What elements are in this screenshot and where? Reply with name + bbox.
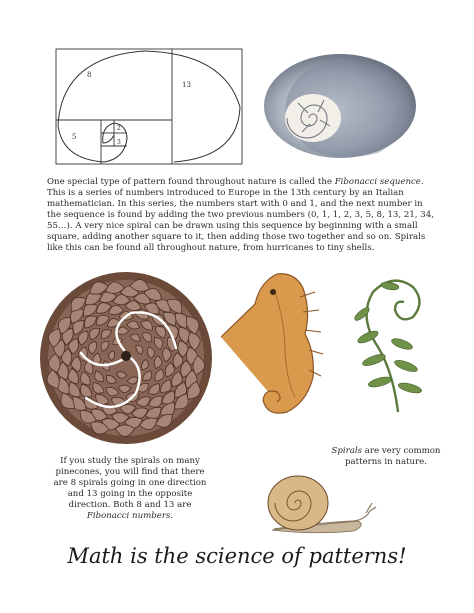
intro-paragraph — [47, 177, 437, 254]
snail-illustration — [254, 473, 378, 535]
pinecone-caption-part2: . — [170, 511, 174, 521]
pinecone-caption — [50, 456, 210, 522]
diagram-label-2: 2 — [117, 125, 121, 132]
diagram-label-13: 13 — [182, 81, 191, 89]
seahorse-illustration — [215, 252, 345, 422]
diagram-label-8: 8 — [87, 71, 92, 79]
fern-illustration — [338, 262, 438, 412]
diagram-label-5: 5 — [72, 133, 77, 141]
fibonacci-sequence-term: Fibonacci sequence — [334, 177, 421, 187]
intro-text-part1: One special type of pattern found throughout nature is called the — [47, 177, 335, 187]
spirals-caption — [326, 446, 446, 468]
diagram-label-3: 3 — [117, 139, 121, 146]
intro-text-part2: . This is a series of numbers introduced to Europe in the 13th century by an Italian mathematician. In this series, the numbers start with 0 and 1, and the next number in the sequence is found by adding the two previous numbers (0, 1, 1, 2, 3, 5, 8, 13, 21, 34, 55…). A very nice spiral can be drawn using this sequence by beginning with a small square, adding another square to it, then adding those two together and so on. Spirals like this can be found all throughout nature, from hurricanes to tiny shells. — [47, 177, 434, 253]
pinecone-caption-part1: If you study the spirals on many pinecones, you will find that there are 8 spirals going in one direction and 13 going in the opposite direction. Both 8 and 13 are — [53, 456, 207, 510]
nautilus-shell-illustration — [258, 48, 418, 163]
page-headline: Math is the science of patterns! — [67, 544, 407, 568]
spirals-term: Spirals — [331, 446, 363, 456]
pinecone-illustration — [36, 268, 216, 448]
spirals-caption-rest: are very common patterns in nature. — [345, 446, 441, 467]
fibonacci-diagram — [54, 47, 244, 167]
fibonacci-numbers-term: Fibonacci numbers — [86, 511, 171, 521]
